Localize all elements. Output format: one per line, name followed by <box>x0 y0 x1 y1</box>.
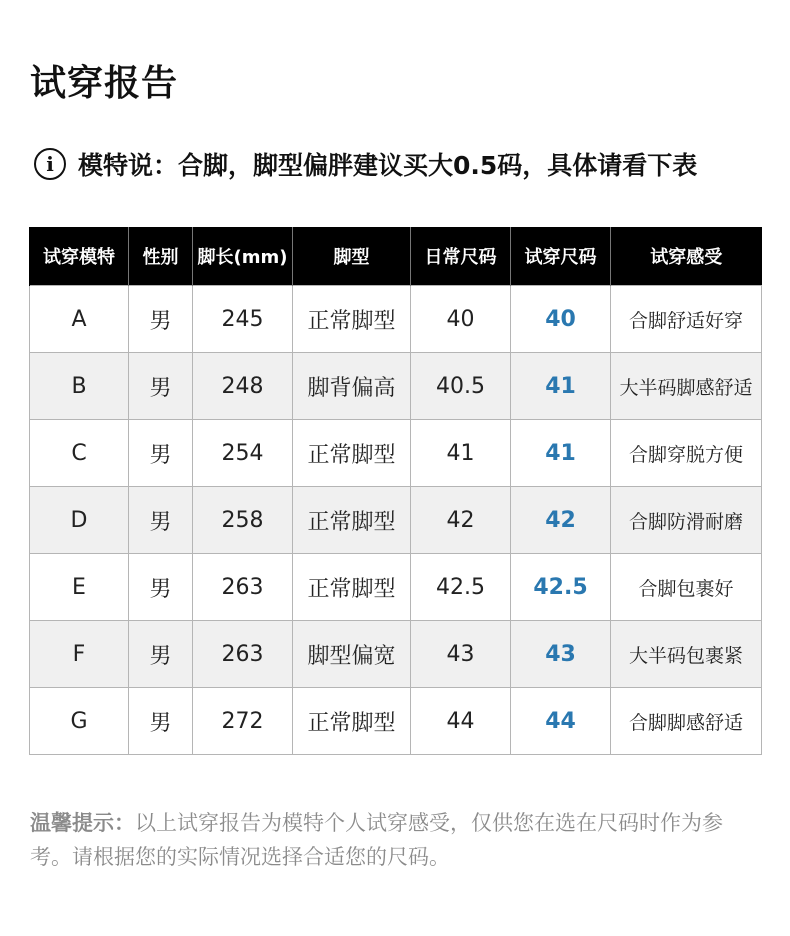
try-size-cell: 41 <box>511 420 611 487</box>
model-cell: G <box>30 688 129 755</box>
feel-cell: 合脚包裹好 <box>611 554 762 621</box>
foot-length-cell: 245 <box>193 286 293 353</box>
daily-size-cell: 42.5 <box>411 554 511 621</box>
try-size-cell: 44 <box>511 688 611 755</box>
header-gender: 性别 <box>129 227 193 286</box>
daily-size-cell: 44 <box>411 688 511 755</box>
tips-note <box>30 806 760 874</box>
gender-cell: 男 <box>129 353 193 420</box>
gender-cell: 男 <box>129 487 193 554</box>
model-cell: D <box>30 487 129 554</box>
gender-cell: 男 <box>129 554 193 621</box>
daily-size-cell: 43 <box>411 621 511 688</box>
foot-length-cell: 248 <box>193 353 293 420</box>
foot-length-cell: 258 <box>193 487 293 554</box>
model-note <box>34 142 697 186</box>
table-header-row <box>30 227 762 286</box>
model-cell: A <box>30 286 129 353</box>
daily-size-cell: 41 <box>411 420 511 487</box>
page-title: 试穿报告 <box>30 63 179 104</box>
foot-shape-cell: 正常脚型 <box>293 420 411 487</box>
foot-length-cell: 272 <box>193 688 293 755</box>
table-row <box>30 688 762 755</box>
header-feel: 试穿感受 <box>611 227 762 286</box>
foot-shape-cell: 正常脚型 <box>293 688 411 755</box>
foot-shape-cell: 正常脚型 <box>293 554 411 621</box>
header-foot-shape: 脚型 <box>293 227 411 286</box>
feel-cell: 大半码包裹紧 <box>611 621 762 688</box>
gender-cell: 男 <box>129 688 193 755</box>
gender-cell: 男 <box>129 286 193 353</box>
foot-length-cell: 254 <box>193 420 293 487</box>
daily-size-cell: 40.5 <box>411 353 511 420</box>
foot-shape-cell: 脚型偏宽 <box>293 621 411 688</box>
tips-text: 以上试穿报告为模特个人试穿感受，仅供您在选在尺码时作为参考。请根据您的实际情况选择合适您的尺码。 <box>30 811 723 869</box>
header-try-size: 试穿尺码 <box>511 227 611 286</box>
table-row <box>30 554 762 621</box>
table-row <box>30 420 762 487</box>
try-size-cell: 40 <box>511 286 611 353</box>
table-row <box>30 487 762 554</box>
feel-cell: 合脚脚感舒适 <box>611 688 762 755</box>
foot-shape-cell: 正常脚型 <box>293 487 411 554</box>
table-row <box>30 286 762 353</box>
model-cell: E <box>30 554 129 621</box>
feel-cell: 合脚舒适好穿 <box>611 286 762 353</box>
feel-cell: 大半码脚感舒适 <box>611 353 762 420</box>
tips-label: 温馨提示： <box>30 811 135 835</box>
header-daily-size: 日常尺码 <box>411 227 511 286</box>
table-row <box>30 353 762 420</box>
header-model: 试穿模特 <box>30 227 129 286</box>
foot-length-cell: 263 <box>193 554 293 621</box>
model-cell: B <box>30 353 129 420</box>
feel-cell: 合脚防滑耐磨 <box>611 487 762 554</box>
foot-length-cell: 263 <box>193 621 293 688</box>
try-size-cell: 42 <box>511 487 611 554</box>
table-row <box>30 621 762 688</box>
try-size-cell: 41 <box>511 353 611 420</box>
header-foot-length: 脚长(mm) <box>193 227 293 286</box>
gender-cell: 男 <box>129 420 193 487</box>
foot-shape-cell: 正常脚型 <box>293 286 411 353</box>
daily-size-cell: 40 <box>411 286 511 353</box>
foot-shape-cell: 脚背偏高 <box>293 353 411 420</box>
model-cell: C <box>30 420 129 487</box>
gender-cell: 男 <box>129 621 193 688</box>
daily-size-cell: 42 <box>411 487 511 554</box>
try-size-cell: 42.5 <box>511 554 611 621</box>
info-icon: i <box>34 148 66 180</box>
model-cell: F <box>30 621 129 688</box>
model-note-text: 模特说：合脚，脚型偏胖建议买大0.5码，具体请看下表 <box>78 151 698 180</box>
feel-cell: 合脚穿脱方便 <box>611 420 762 487</box>
try-size-cell: 43 <box>511 621 611 688</box>
fit-report-table <box>29 227 762 755</box>
